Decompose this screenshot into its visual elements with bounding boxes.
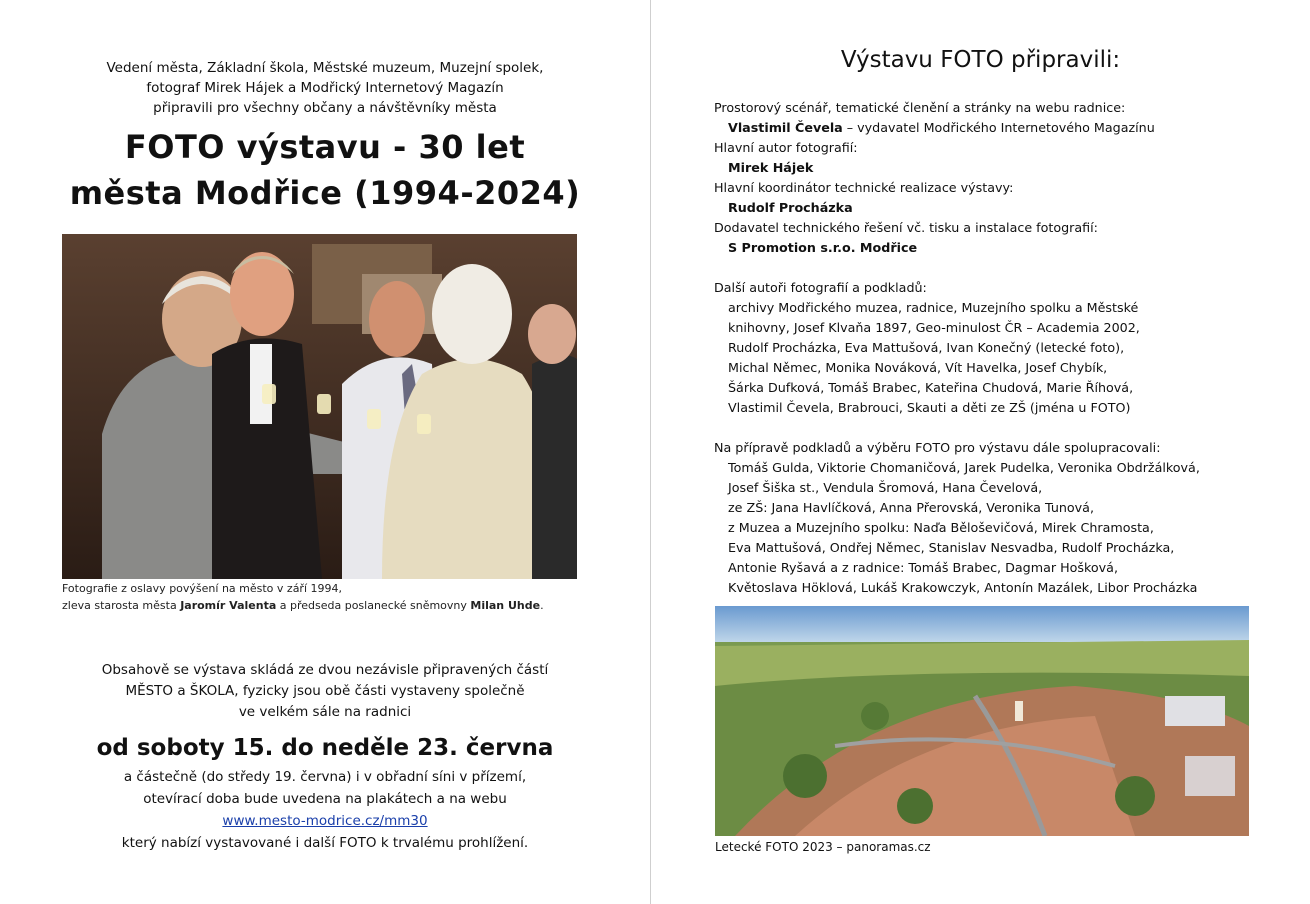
- celebration-photo-illustration: [62, 234, 577, 579]
- authors-line: Michal Němec, Monika Nováková, Vít Havelka, Josef Chybík,: [728, 360, 1108, 375]
- credit-person: Vlastimil Čevela: [728, 120, 843, 135]
- aerial-photo: [715, 606, 1249, 836]
- caption-text: zleva starosta města: [62, 599, 181, 612]
- intro-line: fotograf Mirek Hájek a Modřický Internetový Magazín: [146, 80, 504, 96]
- aerial-photo-caption: Letecké FOTO 2023 – panoramas.cz: [715, 840, 931, 854]
- mayor-name: Jaromír Valenta: [180, 599, 277, 612]
- description-line: ve velkém sále na radnici: [238, 704, 412, 720]
- left-page: [0, 0, 650, 904]
- details-line: a částečně (do středy 19. června) i v obřadní síni v přízemí,: [123, 769, 527, 785]
- authors-line: archivy Modřického muzea, radnice, Muzejního spolku a Městské: [728, 300, 1139, 315]
- details-line: otevírací doba bude uvedena na plakátech a na webu: [143, 791, 507, 807]
- credit-name: Mirek Hájek: [728, 160, 814, 175]
- intro-text: [40, 58, 610, 118]
- authors-line: Vlastimil Čevela, Brabrouci, Skauti a děti ze ZŠ (jména u FOTO): [728, 400, 1131, 415]
- exhibition-details: [30, 766, 620, 854]
- credit-heading: Hlavní koordinátor technické realizace výstavy:: [714, 180, 1014, 195]
- credit-name: S Promotion s.r.o. Modřice: [728, 240, 918, 255]
- exhibition-title: [30, 124, 620, 216]
- credit-heading: Prostorový scénář, tematické členění a stránky na webu radnice:: [714, 100, 1126, 115]
- description-line: MĚSTO a ŠKOLA, fyzicky jsou obě části vystaveny společně: [125, 683, 525, 699]
- website-link[interactable]: www.mesto-modrice.cz/mm30: [222, 813, 428, 829]
- authors-line: knihovny, Josef Klvaňa 1897, Geo-minulost ČR – Academia 2002,: [728, 320, 1140, 335]
- collaborators-line: Eva Mattušová, Ondřej Němec, Stanislav Nesvadba, Rudolf Procházka,: [728, 540, 1175, 555]
- credit-name: Rudolf Procházka: [728, 200, 853, 215]
- collaborators-line: Antonie Ryšavá a z radnice: Tomáš Brabec, Dagmar Hošková,: [728, 560, 1118, 575]
- photo-caption: [62, 580, 544, 614]
- collaborators-line: Tomáš Gulda, Viktorie Chomaničová, Jarek Pudelka, Veronika Obdržálková,: [728, 460, 1200, 475]
- intro-line: Vedení města, Základní škola, Městské muzeum, Muzejní spolek,: [106, 60, 544, 76]
- details-line: který nabízí vystavované i další FOTO k trvalému prohlížení.: [121, 835, 529, 851]
- description-line: Obsahově se výstava skládá ze dvou nezávisle připravených částí: [101, 662, 549, 678]
- credit-heading: Další autoři fotografií a podkladů:: [714, 280, 927, 295]
- intro-line: připravili pro všechny občany a návštěvníky města: [153, 100, 497, 116]
- credit-heading: Hlavní autor fotografií:: [714, 140, 858, 155]
- exhibition-dates: od soboty 15. do neděle 23. června: [96, 735, 554, 761]
- authors-line: Šárka Dufková, Tomáš Brabec, Kateřina Chudová, Marie Říhová,: [728, 380, 1134, 395]
- caption-text: .: [540, 599, 544, 612]
- caption-text: a předseda poslanecké sněmovny: [276, 599, 471, 612]
- credit-heading: Na přípravě podkladů a výběru FOTO pro výstavu dále spolupracovali:: [714, 440, 1161, 455]
- caption-line-2: [62, 597, 544, 614]
- collaborators-line: Květoslava Höklová, Lukáš Krakowczyk, Antonín Mazálek, Libor Procházka: [728, 580, 1198, 595]
- authors-line: Rudolf Procházka, Eva Mattušová, Ivan Konečný (letecké foto),: [728, 340, 1125, 355]
- caption-line-1: Fotografie z oslavy povýšení na město v září 1994,: [62, 582, 342, 595]
- right-page: [651, 0, 1310, 904]
- collaborators-line: ze ZŠ: Jana Havlíčková, Anna Přerovská, Veronika Tunová,: [728, 500, 1094, 515]
- aerial-photo-illustration: [715, 606, 1249, 836]
- title-line-1: FOTO výstavu - 30 let: [124, 128, 526, 166]
- credits-list: [714, 98, 1274, 598]
- collaborators-line: z Muzea a Muzejního spolku: Naďa Běloševičová, Mirek Chramosta,: [728, 520, 1154, 535]
- speaker-name: Milan Uhde: [470, 599, 541, 612]
- celebration-photo: [62, 234, 577, 579]
- credit-name: [714, 118, 1274, 138]
- title-line-2: města Modřice (1994-2024): [69, 174, 581, 212]
- collaborators-line: Josef Šiška st., Vendula Šromová, Hana Čevelová,: [728, 480, 1043, 495]
- exhibition-description: [30, 660, 620, 723]
- credit-role: – vydavatel Modřického Internetového Magazínu: [842, 120, 1155, 135]
- credits-title: Výstavu FOTO připravili:: [840, 47, 1121, 73]
- credit-heading: Dodavatel technického řešení vč. tisku a instalace fotografií:: [714, 220, 1098, 235]
